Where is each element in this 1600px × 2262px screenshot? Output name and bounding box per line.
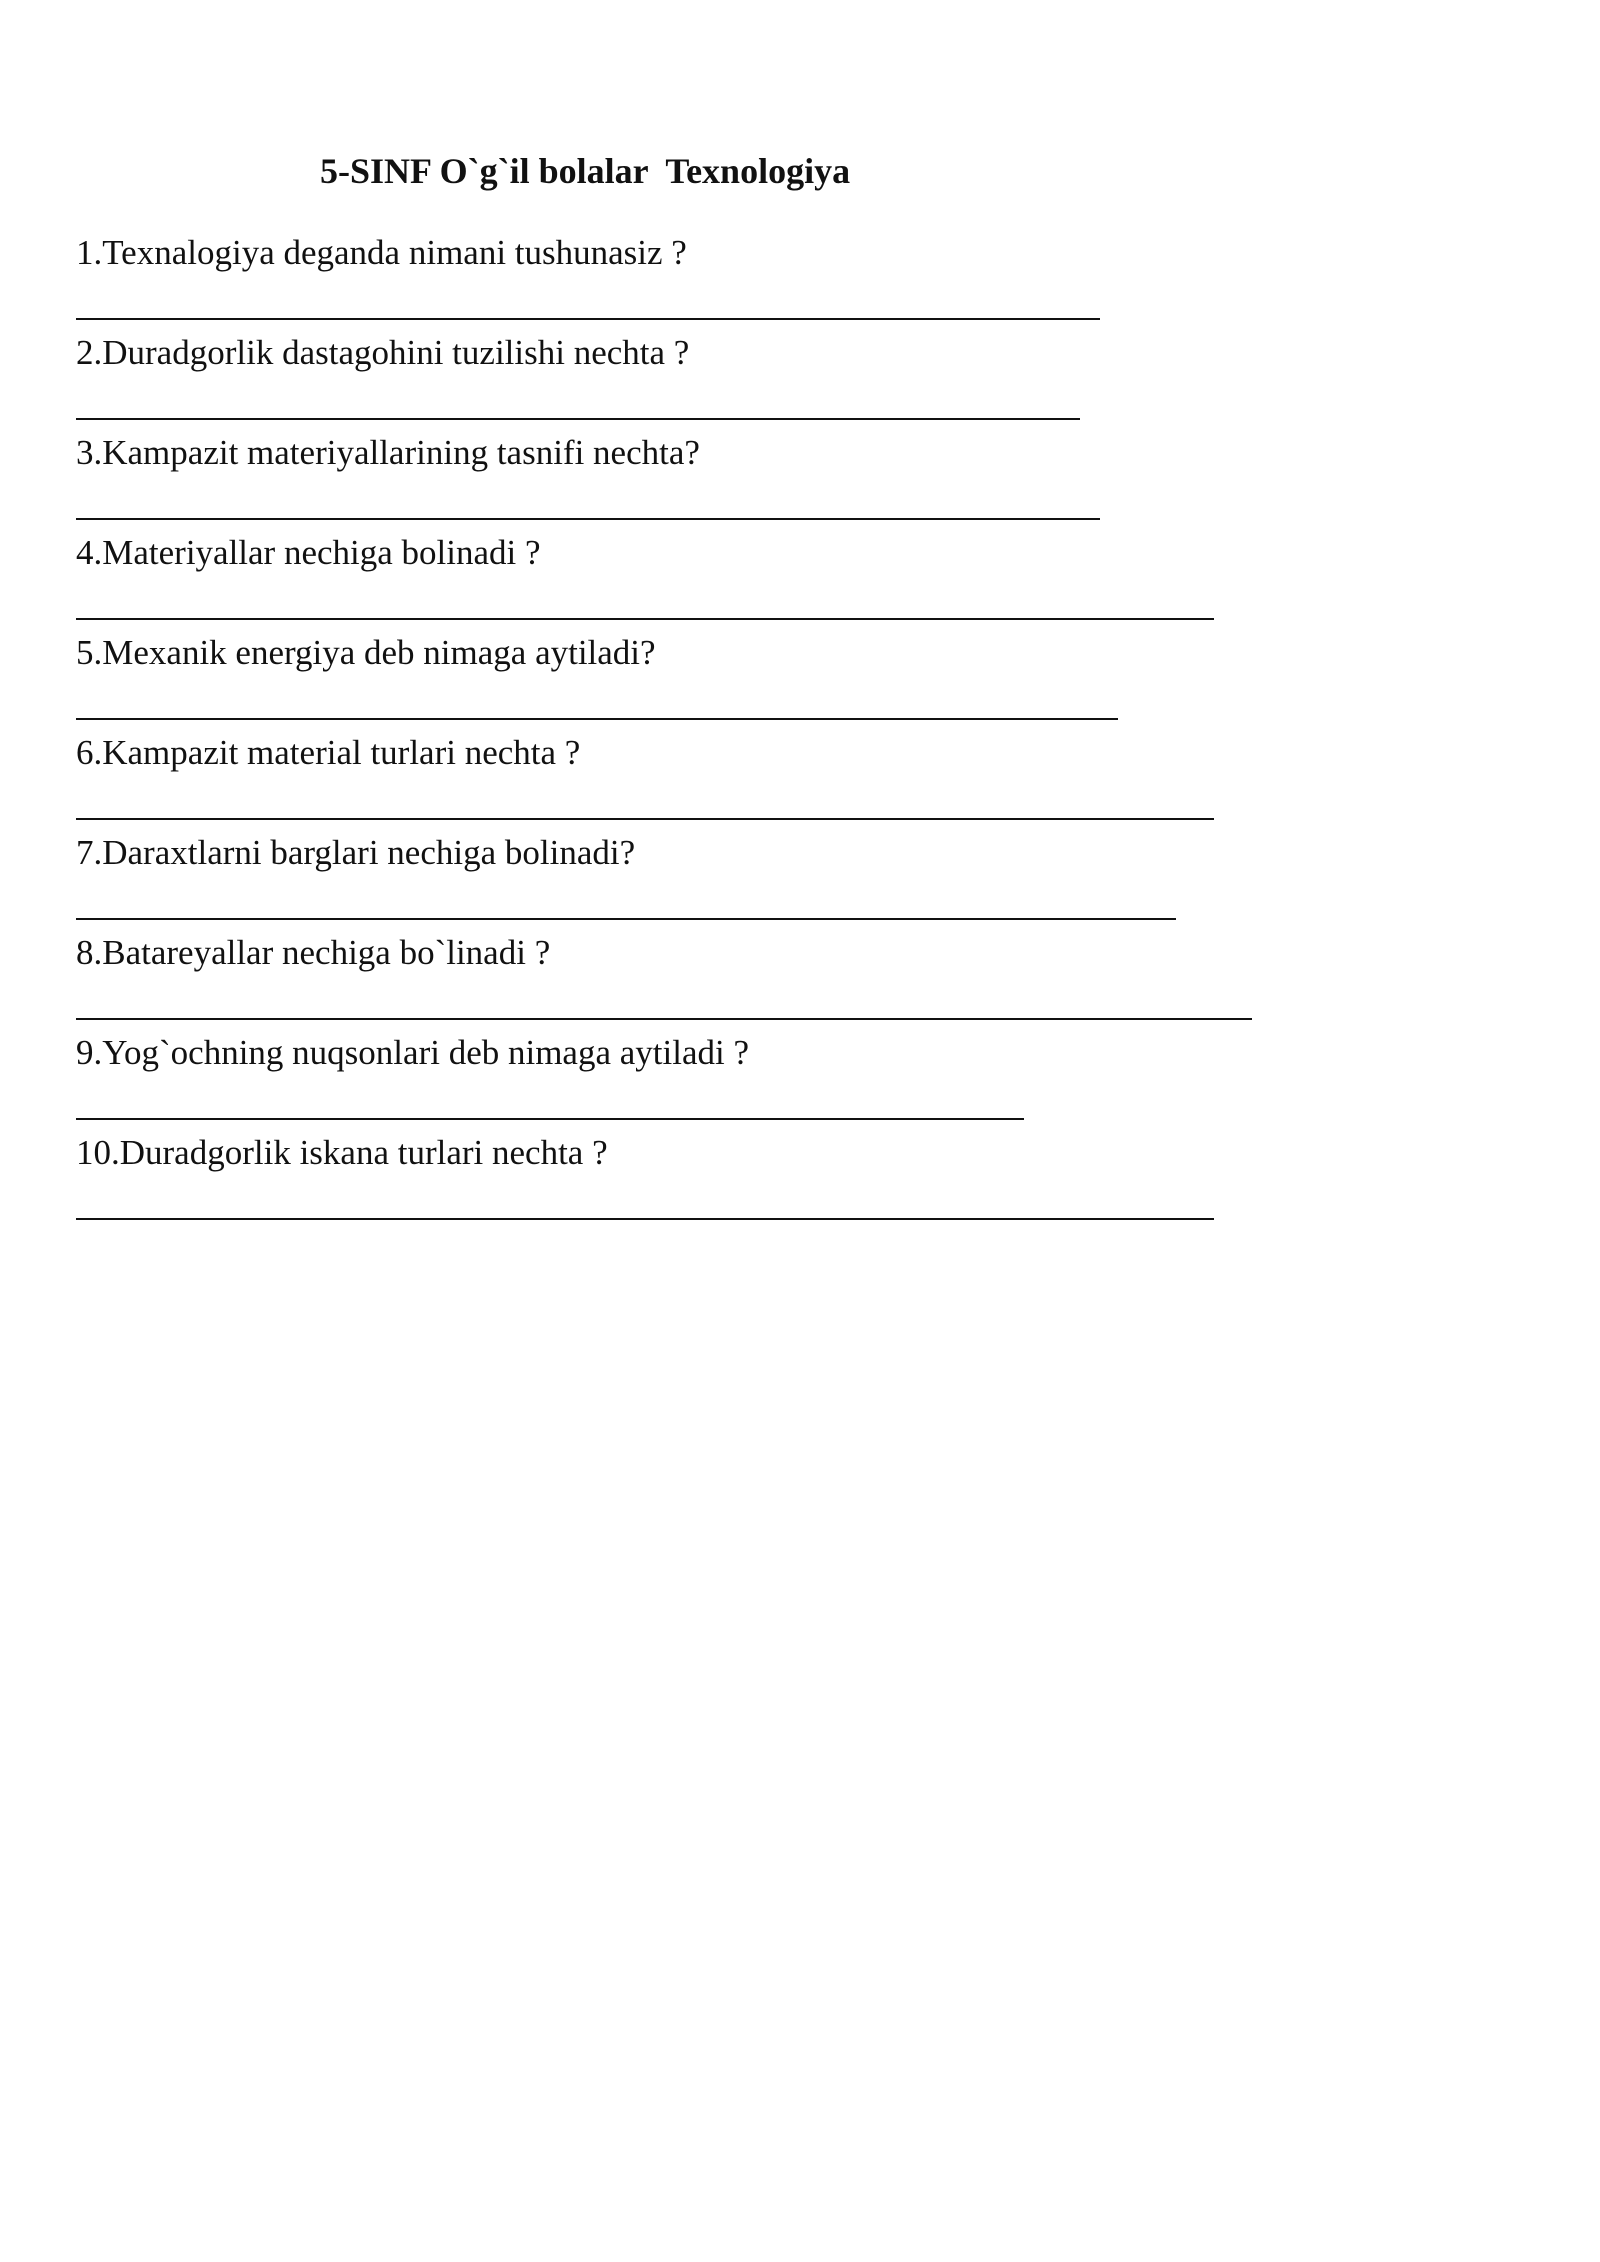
- answer-line[interactable]: [76, 1118, 1024, 1120]
- answer-line[interactable]: [76, 918, 1176, 920]
- question-text: 8.Batareyallar nechiga bo`linadi ?: [76, 933, 551, 972]
- question-item-9: [76, 1028, 1252, 1128]
- question-item-3: [76, 428, 1252, 528]
- question-text: 10.Duradgorlik iskana turlari nechta ?: [76, 1133, 608, 1172]
- question-item-8: [76, 928, 1252, 1028]
- question-text: 2.Duradgorlik dastagohini tuzilishi nechta ?: [76, 333, 690, 372]
- page-title: 5-SINF O`g`il bolalar Texnologiya: [320, 151, 851, 191]
- question-text: 3.Kampazit materiyallarining tasnifi nechta?: [76, 433, 700, 472]
- question-item-7: [76, 828, 1252, 928]
- question-item-5: [76, 628, 1252, 728]
- answer-line[interactable]: [76, 718, 1118, 720]
- question-text: 4.Materiyallar nechiga bolinadi ?: [76, 533, 541, 572]
- question-text: 6.Kampazit material turlari nechta ?: [76, 733, 581, 772]
- question-text: 9.Yog`ochning nuqsonlari deb nimaga aytiladi ?: [76, 1033, 749, 1072]
- question-text: 7.Daraxtlarni barglari nechiga bolinadi?: [76, 833, 636, 872]
- question-item-1: [76, 228, 1252, 328]
- answer-line[interactable]: [76, 418, 1080, 420]
- answer-line[interactable]: [76, 818, 1214, 820]
- answer-line[interactable]: [76, 1218, 1214, 1220]
- answer-line[interactable]: [76, 1018, 1252, 1020]
- question-item-2: [76, 328, 1252, 428]
- answer-line[interactable]: [76, 318, 1100, 320]
- question-item-4: [76, 528, 1252, 628]
- answer-line[interactable]: [76, 518, 1100, 520]
- question-item-10: [76, 1128, 1252, 1228]
- question-item-6: [76, 728, 1252, 828]
- question-text: 1.Texnalogiya deganda nimani tushunasiz ?: [76, 233, 687, 272]
- answer-line[interactable]: [76, 618, 1214, 620]
- question-list: [76, 228, 1252, 1228]
- question-text: 5.Mexanik energiya deb nimaga aytiladi?: [76, 633, 656, 672]
